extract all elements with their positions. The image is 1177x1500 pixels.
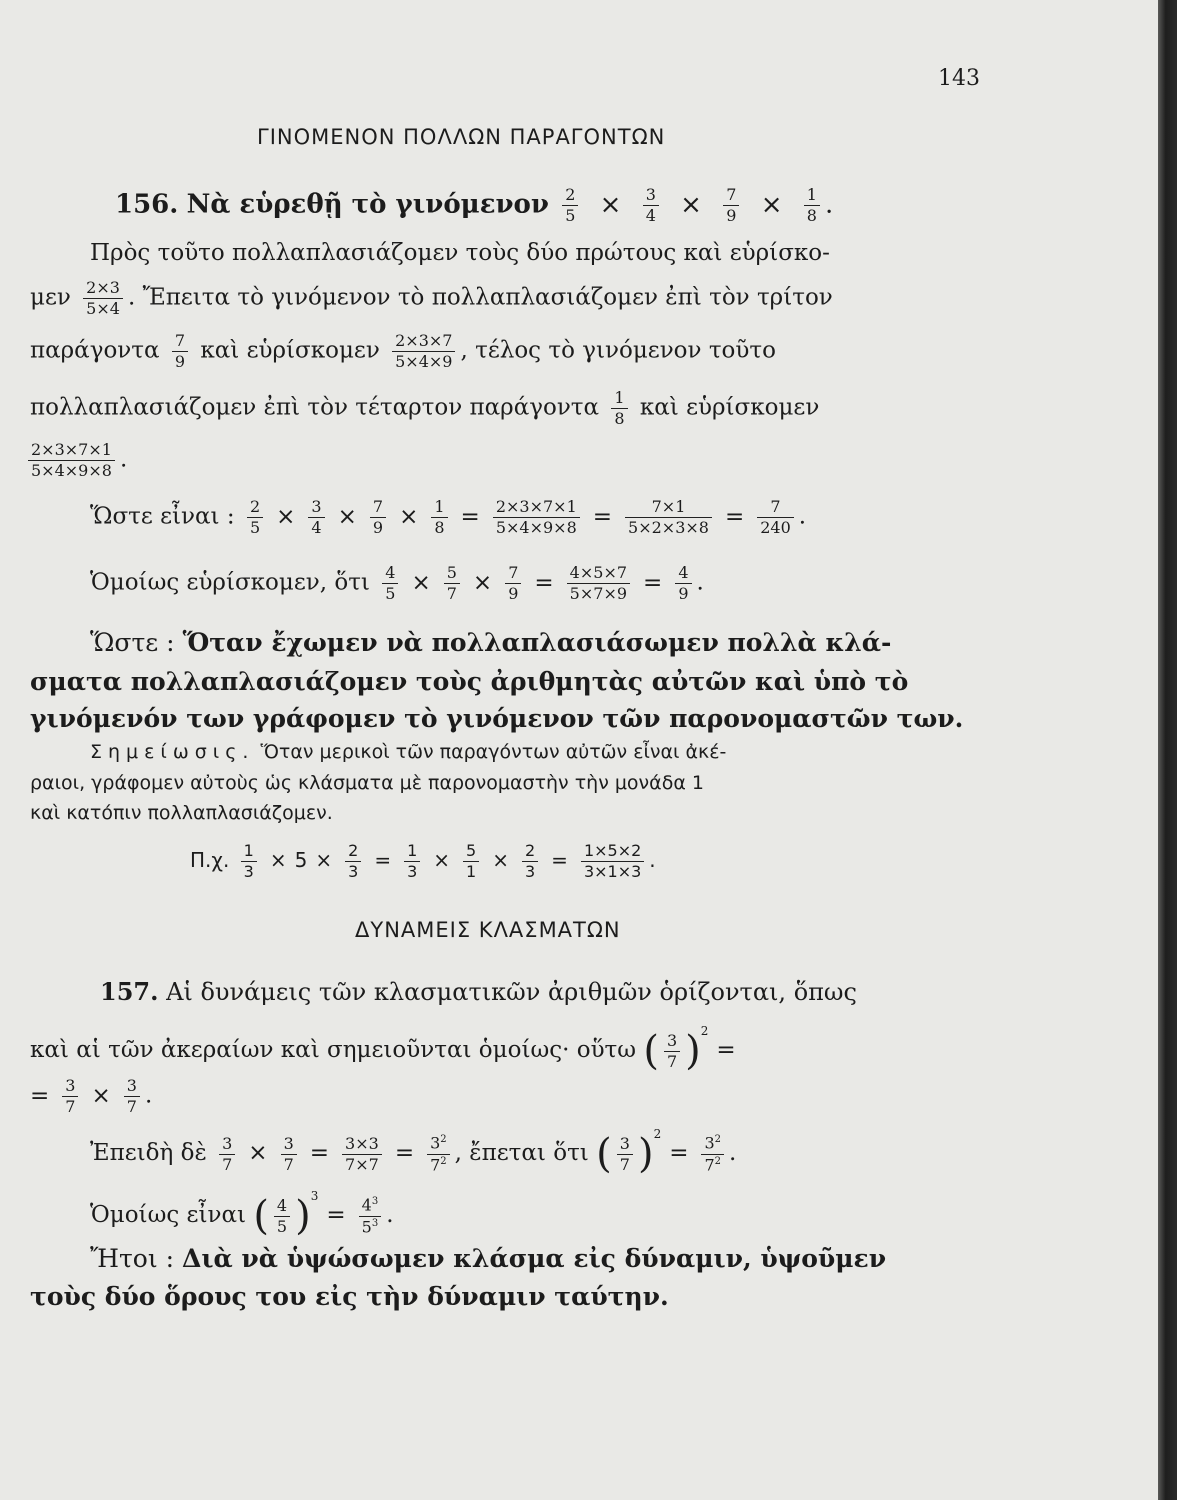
rule-text: Διὰ νὰ ὑψώσωμεν κλάσμα εἰς δύναμιν, ὑψοῦμεν bbox=[182, 1244, 887, 1273]
denominator: 8 bbox=[431, 517, 447, 536]
numerator: 2×3×7×1 bbox=[495, 497, 577, 516]
exponent: 2 bbox=[653, 1127, 662, 1141]
text: καὶ αἱ τῶν ἀκεραίων καὶ σημειοῦνται ὁμοίως· οὕτω bbox=[30, 1037, 637, 1063]
numerator: 7 bbox=[174, 331, 186, 350]
numerator: 7 bbox=[726, 185, 737, 204]
fraction bbox=[581, 843, 644, 880]
numerator: 3 bbox=[283, 1133, 294, 1153]
fraction bbox=[505, 565, 521, 602]
fraction bbox=[28, 442, 115, 479]
fraction bbox=[382, 565, 398, 602]
numerator: 5 bbox=[446, 563, 457, 582]
denominator: 9 bbox=[172, 351, 188, 370]
numerator: 3 bbox=[666, 1030, 678, 1050]
fraction bbox=[675, 565, 691, 602]
denominator: 7 bbox=[664, 1051, 680, 1070]
numerator: 1 bbox=[243, 841, 254, 860]
numerator: 4×5×7 bbox=[569, 563, 628, 582]
equals-sign: = bbox=[460, 503, 480, 530]
period: . bbox=[386, 1202, 394, 1228]
equation-line bbox=[30, 1078, 152, 1115]
denominator: 1 bbox=[463, 861, 479, 880]
times-sign: × bbox=[315, 848, 333, 872]
fraction bbox=[723, 187, 739, 224]
problem-number: 157. bbox=[100, 977, 159, 1006]
fraction bbox=[463, 843, 479, 880]
fraction bbox=[427, 1135, 450, 1173]
text: πολλαπλασιάζομεν ἐπὶ τὸν τέταρτον παράγοντα bbox=[30, 394, 600, 421]
fraction bbox=[172, 333, 188, 370]
text: Ἤτοι : bbox=[90, 1244, 175, 1273]
equals-sign: = bbox=[592, 503, 613, 530]
times-sign: × bbox=[433, 848, 451, 872]
numerator: 2×3 bbox=[86, 278, 120, 297]
page-number: 143 bbox=[938, 66, 980, 91]
note-line: καὶ κατόπιν πολλαπλασιάζομεν. bbox=[30, 802, 333, 824]
numerator: 3 bbox=[311, 497, 322, 516]
text: Ὅταν μερικοὶ τῶν παραγόντων αὐτῶν εἶναι ἀκέ- bbox=[260, 741, 727, 763]
period: . bbox=[649, 848, 656, 872]
denominator: 7 bbox=[219, 1154, 235, 1173]
denominator: 3 bbox=[241, 861, 257, 880]
equation-line bbox=[90, 1189, 394, 1239]
equals-sign: = bbox=[716, 1037, 736, 1063]
numerator: 2×3×7 bbox=[395, 331, 453, 350]
fraction bbox=[247, 499, 263, 536]
numerator: 2 bbox=[249, 497, 261, 516]
text: Ὥστε εἶναι : bbox=[90, 503, 235, 530]
numerator: 3 bbox=[619, 1133, 630, 1153]
text: μεν bbox=[30, 284, 71, 311]
denominator: 8 bbox=[611, 408, 627, 427]
times-sign: × bbox=[276, 503, 296, 530]
denominator: 5 bbox=[382, 583, 398, 602]
left-paren: ( bbox=[596, 1131, 612, 1177]
numerator: 3×3 bbox=[345, 1133, 379, 1153]
exponent: 3 bbox=[371, 1196, 379, 1208]
denominator: 4 bbox=[643, 205, 659, 224]
equals-sign: = bbox=[724, 503, 745, 530]
denominator: 3 bbox=[522, 861, 538, 880]
right-paren: ) bbox=[685, 1028, 701, 1074]
denominator: 7 bbox=[62, 1096, 78, 1115]
period: . bbox=[696, 569, 704, 596]
denominator: 9 bbox=[723, 205, 739, 224]
equals-sign: = bbox=[326, 1202, 346, 1228]
denominator: 240 bbox=[757, 517, 794, 536]
period: . bbox=[144, 1082, 153, 1109]
equals-sign: = bbox=[534, 569, 554, 596]
equals-sign: = bbox=[30, 1082, 50, 1109]
equals-sign: = bbox=[394, 1140, 415, 1166]
text-line: Πρὸς τοῦτο πολλαπλασιάζομεν τοὺς δύο πρώτους καὶ εὑρίσκο- bbox=[90, 240, 830, 266]
numerator: 1 bbox=[434, 497, 445, 516]
text-line bbox=[30, 390, 819, 427]
times-sign: × bbox=[269, 848, 287, 872]
period: . bbox=[119, 446, 128, 473]
text: Ἔπειτα τὸ γινόμενον τὸ πολλαπλασιάζομεν ἐπὶ τὸν τρίτον bbox=[142, 284, 833, 311]
equation-line bbox=[90, 1127, 737, 1177]
denominator: 5 bbox=[274, 1216, 290, 1235]
right-paren: ) bbox=[637, 1131, 654, 1177]
numerator: 7 bbox=[508, 563, 519, 582]
fraction bbox=[83, 280, 123, 317]
numerator: 3 bbox=[222, 1133, 233, 1153]
text-line bbox=[28, 442, 127, 479]
text-line bbox=[30, 333, 776, 370]
denominator: 5 bbox=[247, 517, 263, 536]
denominator: 7×7 bbox=[342, 1154, 382, 1173]
numerator: 4 bbox=[276, 1195, 288, 1215]
fraction bbox=[804, 187, 820, 224]
fraction bbox=[625, 499, 712, 536]
fraction bbox=[617, 1133, 633, 1174]
denominator bbox=[359, 1216, 382, 1235]
denominator: 5×7×9 bbox=[567, 583, 630, 602]
exponent: 2 bbox=[700, 1024, 709, 1038]
fraction bbox=[493, 499, 580, 536]
numerator: 3 bbox=[126, 1076, 137, 1095]
denominator: 5×4 bbox=[83, 298, 123, 317]
times-sign: × bbox=[492, 848, 509, 872]
fraction bbox=[444, 565, 460, 602]
left-paren: ( bbox=[253, 1193, 269, 1239]
denominator: 4 bbox=[308, 517, 324, 536]
denominator bbox=[701, 1154, 724, 1173]
fraction bbox=[643, 187, 659, 224]
base: 3 bbox=[704, 1133, 715, 1153]
rule-line bbox=[90, 1246, 886, 1271]
text: Ὥστε : bbox=[90, 628, 175, 657]
exponent: 2 bbox=[714, 1155, 722, 1167]
fraction bbox=[370, 499, 386, 536]
text: Ὁμοίως εἶναι bbox=[90, 1202, 246, 1228]
text: Ὁμοίως εὑρίσκομεν, ὅτι bbox=[90, 569, 370, 596]
period: . bbox=[729, 1140, 737, 1166]
denominator: 9 bbox=[505, 583, 521, 602]
exponent: 2 bbox=[440, 1155, 447, 1167]
numerator: 3 bbox=[65, 1076, 76, 1095]
base: 4 bbox=[361, 1195, 372, 1215]
base: 7 bbox=[430, 1154, 441, 1174]
fraction bbox=[62, 1078, 78, 1115]
fraction bbox=[392, 333, 455, 370]
rule-line bbox=[90, 630, 891, 655]
numerator: 3 bbox=[645, 185, 656, 204]
numerator: 7×1 bbox=[651, 497, 686, 516]
fraction bbox=[757, 499, 794, 536]
times-sign: × bbox=[411, 569, 431, 596]
left-paren: ( bbox=[643, 1028, 659, 1074]
times-sign: × bbox=[680, 189, 702, 220]
numerator: 2×3×7×1 bbox=[31, 440, 112, 459]
fraction bbox=[342, 1133, 382, 1174]
denominator: 3 bbox=[404, 861, 420, 880]
equals-sign: = bbox=[669, 1140, 689, 1166]
times-sign: × bbox=[337, 503, 357, 530]
fraction bbox=[522, 843, 538, 880]
fraction bbox=[359, 1197, 382, 1235]
equation-line bbox=[90, 499, 806, 536]
text: καὶ εὑρίσκομεν bbox=[639, 394, 820, 421]
times-sign: × bbox=[472, 569, 493, 596]
equation-line bbox=[90, 565, 704, 602]
rule-line: τοὺς δύο ὅρους του εἰς τὴν δύναμιν ταύτην. bbox=[30, 1282, 669, 1311]
numerator: 1×5×2 bbox=[583, 841, 642, 860]
note-line: ραιοι, γράφομεν αὐτοὺς ὡς κλάσματα μὲ παρονομαστὴν τὴν μονάδα 1 bbox=[30, 772, 704, 794]
fraction bbox=[562, 187, 578, 224]
fraction bbox=[431, 499, 447, 536]
period: . bbox=[798, 503, 807, 530]
numerator: 1 bbox=[614, 388, 625, 407]
numerator bbox=[427, 1135, 450, 1153]
fraction bbox=[404, 843, 420, 880]
text: τέλος τὸ γινόμενον τοῦτο bbox=[475, 337, 776, 364]
exponent: 3 bbox=[371, 1217, 379, 1229]
period: . bbox=[127, 284, 136, 311]
fraction bbox=[219, 1133, 235, 1174]
comma: , bbox=[454, 1140, 462, 1166]
integer: 5 bbox=[294, 848, 308, 872]
text-line bbox=[30, 280, 833, 317]
fraction bbox=[308, 499, 324, 536]
right-paren: ) bbox=[295, 1193, 311, 1239]
problem-157-line bbox=[100, 977, 857, 1006]
denominator bbox=[427, 1154, 450, 1173]
numerator: 7 bbox=[372, 497, 384, 516]
numerator: 2 bbox=[348, 841, 359, 860]
rule-text: Ὅταν ἔχωμεν νὰ πολλαπλασιάσωμεν πολλὰ κλά- bbox=[182, 628, 892, 657]
numerator: 2 bbox=[565, 185, 576, 204]
denominator: 7 bbox=[124, 1096, 140, 1115]
numerator: 5 bbox=[466, 841, 477, 860]
fraction bbox=[124, 1078, 140, 1115]
denominator: 5×4×9×8 bbox=[493, 517, 580, 536]
problem-number: 156. bbox=[115, 189, 179, 220]
exponent: 2 bbox=[440, 1134, 447, 1146]
denominator: 9 bbox=[370, 517, 386, 536]
numerator: 1 bbox=[407, 841, 418, 860]
text: παράγοντα bbox=[30, 337, 160, 364]
base: 7 bbox=[704, 1154, 715, 1174]
fraction bbox=[281, 1133, 297, 1174]
numerator: 4 bbox=[678, 563, 689, 582]
base: 3 bbox=[430, 1133, 441, 1153]
times-sign: × bbox=[760, 189, 783, 220]
fraction bbox=[664, 1030, 680, 1071]
text-line bbox=[30, 1024, 744, 1074]
denominator: 5×4×9×8 bbox=[28, 460, 115, 479]
fraction bbox=[274, 1195, 290, 1236]
numerator: 7 bbox=[770, 497, 781, 516]
problem-156-line bbox=[115, 187, 833, 224]
denominator: 8 bbox=[804, 205, 820, 224]
section-heading-products: ΓΙΝΟΜΕΝΟΝ ΠΟΛΛΩΝ ΠΑΡΑΓΟΝΤΩΝ bbox=[257, 125, 666, 149]
numerator: 1 bbox=[806, 185, 817, 204]
denominator: 7 bbox=[444, 583, 460, 602]
times-sign: × bbox=[91, 1082, 111, 1109]
numerator: 4 bbox=[385, 563, 396, 582]
denominator: 7 bbox=[617, 1154, 633, 1173]
period: . bbox=[824, 189, 834, 220]
rule-line: γινόμενόν των γράφομεν τὸ γινόμενον τῶν παρονομαστῶν των. bbox=[30, 704, 964, 733]
text: ἔπεται ὅτι bbox=[469, 1140, 589, 1166]
fraction bbox=[701, 1135, 724, 1173]
denominator: 5 bbox=[562, 205, 578, 224]
text: Π.χ. bbox=[190, 848, 230, 872]
fraction bbox=[567, 565, 630, 602]
section-heading-powers: ΔΥΝΑΜΕΙΣ ΚΛΑΣΜΑΤΩΝ bbox=[355, 918, 621, 942]
note-line bbox=[90, 743, 726, 762]
equals-sign: = bbox=[374, 848, 392, 872]
denominator: 9 bbox=[675, 583, 691, 602]
base: 5 bbox=[361, 1216, 372, 1236]
fraction bbox=[345, 843, 361, 880]
times-sign: × bbox=[399, 503, 419, 530]
example-line bbox=[190, 843, 656, 880]
denominator: 3×1×3 bbox=[581, 861, 644, 880]
problem-text: Νὰ εὑρεθῇ τὸ γινόμενον bbox=[186, 189, 549, 220]
rule-line: σματα πολλαπλασιάζομεν τοὺς ἀριθμητὰς αὐτῶν καὶ ὑπὸ τὸ bbox=[30, 667, 909, 696]
exponent: 3 bbox=[310, 1189, 319, 1203]
times-sign: × bbox=[599, 189, 622, 220]
note-label: Σημείωσις. bbox=[90, 741, 255, 763]
times-sign: × bbox=[248, 1140, 268, 1166]
fraction bbox=[611, 390, 627, 427]
exponent: 2 bbox=[714, 1134, 722, 1146]
equals-sign: = bbox=[643, 569, 663, 596]
equals-sign: = bbox=[309, 1140, 330, 1166]
equals-sign: = bbox=[551, 848, 568, 872]
text: Ἐπειδὴ δὲ bbox=[90, 1140, 207, 1166]
numerator: 2 bbox=[524, 841, 536, 860]
fraction bbox=[241, 843, 257, 880]
denominator: 5×2×3×8 bbox=[625, 517, 712, 536]
numerator bbox=[359, 1197, 382, 1215]
numerator bbox=[701, 1135, 724, 1153]
comma: , bbox=[460, 337, 468, 364]
denominator: 3 bbox=[345, 861, 361, 880]
denominator: 5×4×9 bbox=[392, 351, 455, 370]
text: καὶ εὑρίσκομεν bbox=[200, 337, 380, 364]
page-edge bbox=[1158, 0, 1177, 1500]
text: Αἱ δυνάμεις τῶν κλασματικῶν ἀριθμῶν ὁρίζονται, ὅπως bbox=[166, 978, 857, 1006]
denominator: 7 bbox=[281, 1154, 297, 1173]
